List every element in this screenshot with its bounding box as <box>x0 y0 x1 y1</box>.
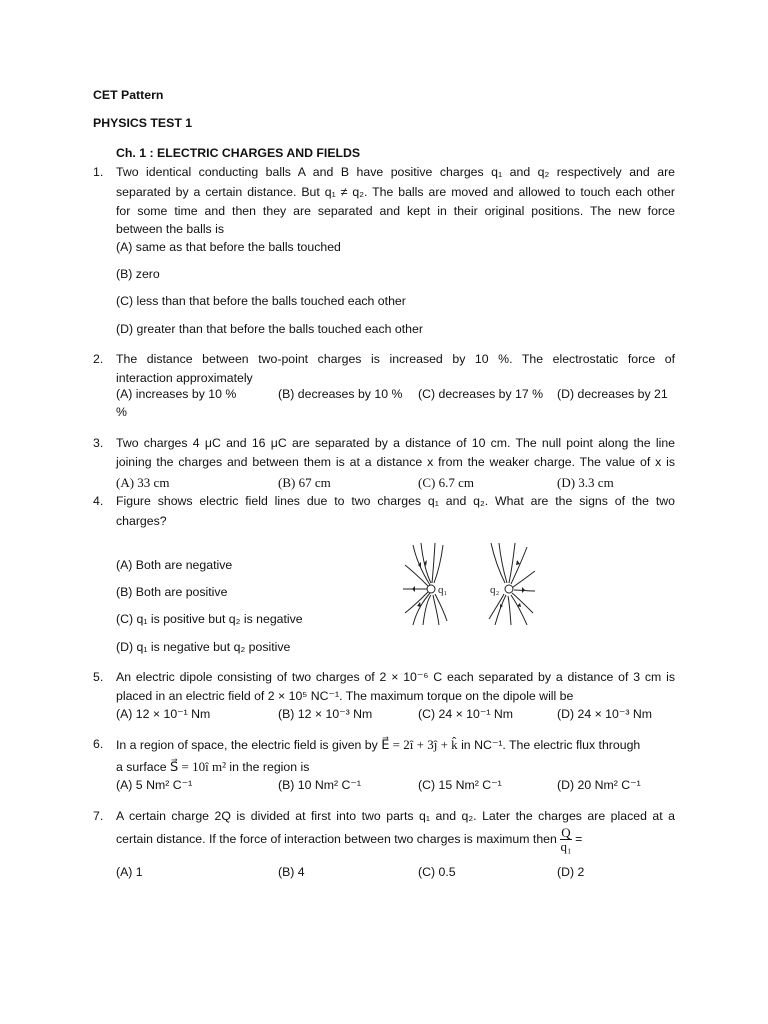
option-a: (A) 5 Nm² C⁻¹ <box>116 778 193 792</box>
option-b: (B) 10 Nm² C⁻¹ <box>278 778 362 792</box>
option-b: (B) 67 cm <box>278 475 331 490</box>
option-b: (B) 4 <box>278 865 305 879</box>
field-expression: E⃗ = 2î + 3ĵ + k̂ <box>381 737 458 752</box>
chapter-title: Ch. 1 : ELECTRIC CHARGES AND FIELDS <box>116 146 361 160</box>
question-text-fragment: in NC⁻¹. The electric flux through <box>461 738 641 752</box>
option-c: (C) 6.7 cm <box>418 475 474 490</box>
option-c: (C) decreases by 17 % <box>418 387 544 401</box>
question-text-line: The distance between two-point charges is increased by 10 %. The electrostatic force of <box>116 352 675 366</box>
option-c: (C) less than that before the balls touched each other <box>116 294 406 308</box>
question-text-line <box>116 826 582 853</box>
option-c: (C) 0.5 <box>418 865 456 879</box>
question-text-line: for some time and then they are separated and kept in their original positions. The new force <box>116 204 675 218</box>
option-d: (D) 24 × 10⁻³ Nm <box>557 707 652 721</box>
figure-label-q2: q₂ <box>490 584 500 596</box>
question-text-line: interaction approximately <box>116 371 253 385</box>
test-title: PHYSICS TEST 1 <box>93 116 193 130</box>
question-text-line <box>116 737 640 753</box>
question-text-line <box>116 759 309 775</box>
fraction-numerator: Q <box>561 825 571 840</box>
figure-label-q1: q₁ <box>438 584 448 596</box>
question-number: 7. <box>93 809 104 823</box>
option-d: (D) 3.3 cm <box>557 475 614 490</box>
question-text-line: Two identical conducting balls A and B have positive charges q₁ and q₂ respectively and are <box>116 165 675 179</box>
question-text-line: charges? <box>116 514 167 528</box>
question-number: 5. <box>93 670 104 684</box>
option-b: (B) Both are positive <box>116 585 228 599</box>
question-text-fragment: in the region is <box>229 760 310 774</box>
option-a: (A) 33 cm <box>116 475 170 490</box>
question-text-fragment: certain distance. If the force of interaction between two charges is maximum then <box>116 831 557 846</box>
option-b: (B) 12 × 10⁻³ Nm <box>278 707 373 721</box>
option-c: (C) 24 × 10⁻¹ Nm <box>418 707 513 721</box>
option-c: (C) 15 Nm² C⁻¹ <box>418 778 502 792</box>
option-a: (A) Both are negative <box>116 558 233 572</box>
option-a: (A) same as that before the balls touched <box>116 240 341 254</box>
question-text-line: separated by a certain distance. But q₁ ≠ q₂. The balls are moved and allowed to touch each other <box>116 185 675 199</box>
fraction-denominator: q₁ <box>560 839 572 854</box>
fraction-equals: = <box>575 831 583 846</box>
question-text-line: between the balls is <box>116 222 225 236</box>
question-number: 6. <box>93 737 104 751</box>
ratio-fraction <box>560 826 571 853</box>
question-text-line: A certain charge 2Q is divided at first into two parts q₁ and q₂. Later the charges are placed at a <box>116 809 675 823</box>
question-number: 4. <box>93 494 104 508</box>
question-text-line: placed in an electric field of 2 × 10⁵ NC⁻¹. The maximum torque on the dipole will be <box>116 689 574 703</box>
field-lines-figure <box>403 543 535 625</box>
question-text-fragment: a surface <box>116 760 167 774</box>
question-number: 3. <box>93 436 104 450</box>
question-text-fragment: In a region of space, the electric field is given by <box>116 738 378 752</box>
question-text-line: An electric dipole consisting of two charges of 2 × 10⁻⁶ C each separated by a distance of 3 cm is <box>116 670 675 684</box>
option-c: (C) q₁ is positive but q₂ is negative <box>116 612 303 626</box>
pattern-label: CET Pattern <box>93 88 164 102</box>
question-text-line: joining the charges and between them is at a distance x from the weaker charge. The value of x is <box>116 455 675 469</box>
option-a: (A) increases by 10 % <box>116 387 237 401</box>
option-b: (B) decreases by 10 % <box>278 387 403 401</box>
option-d: (D) 2 <box>557 865 585 879</box>
option-a: (A) 12 × 10⁻¹ Nm <box>116 707 211 721</box>
option-d: (D) q₁ is negative but q₂ positive <box>116 640 291 654</box>
question-text-line: Figure shows electric field lines due to two charges q₁ and q₂. What are the signs of the two <box>116 494 675 508</box>
option-d: (D) greater than that before the balls touched each other <box>116 322 423 336</box>
option-d-continued: % <box>116 405 127 419</box>
question-number: 1. <box>93 165 104 179</box>
option-a: (A) 1 <box>116 865 143 879</box>
option-d: (D) 20 Nm² C⁻¹ <box>557 778 641 792</box>
question-number: 2. <box>93 352 104 366</box>
surface-expression: S⃗ = 10î m² <box>170 759 226 774</box>
question-text-line: Two charges 4 μC and 16 μC are separated by a distance of 10 cm. The null point along the line <box>116 436 675 450</box>
option-d: (D) decreases by 21 <box>557 387 668 401</box>
option-b: (B) zero <box>116 267 160 281</box>
